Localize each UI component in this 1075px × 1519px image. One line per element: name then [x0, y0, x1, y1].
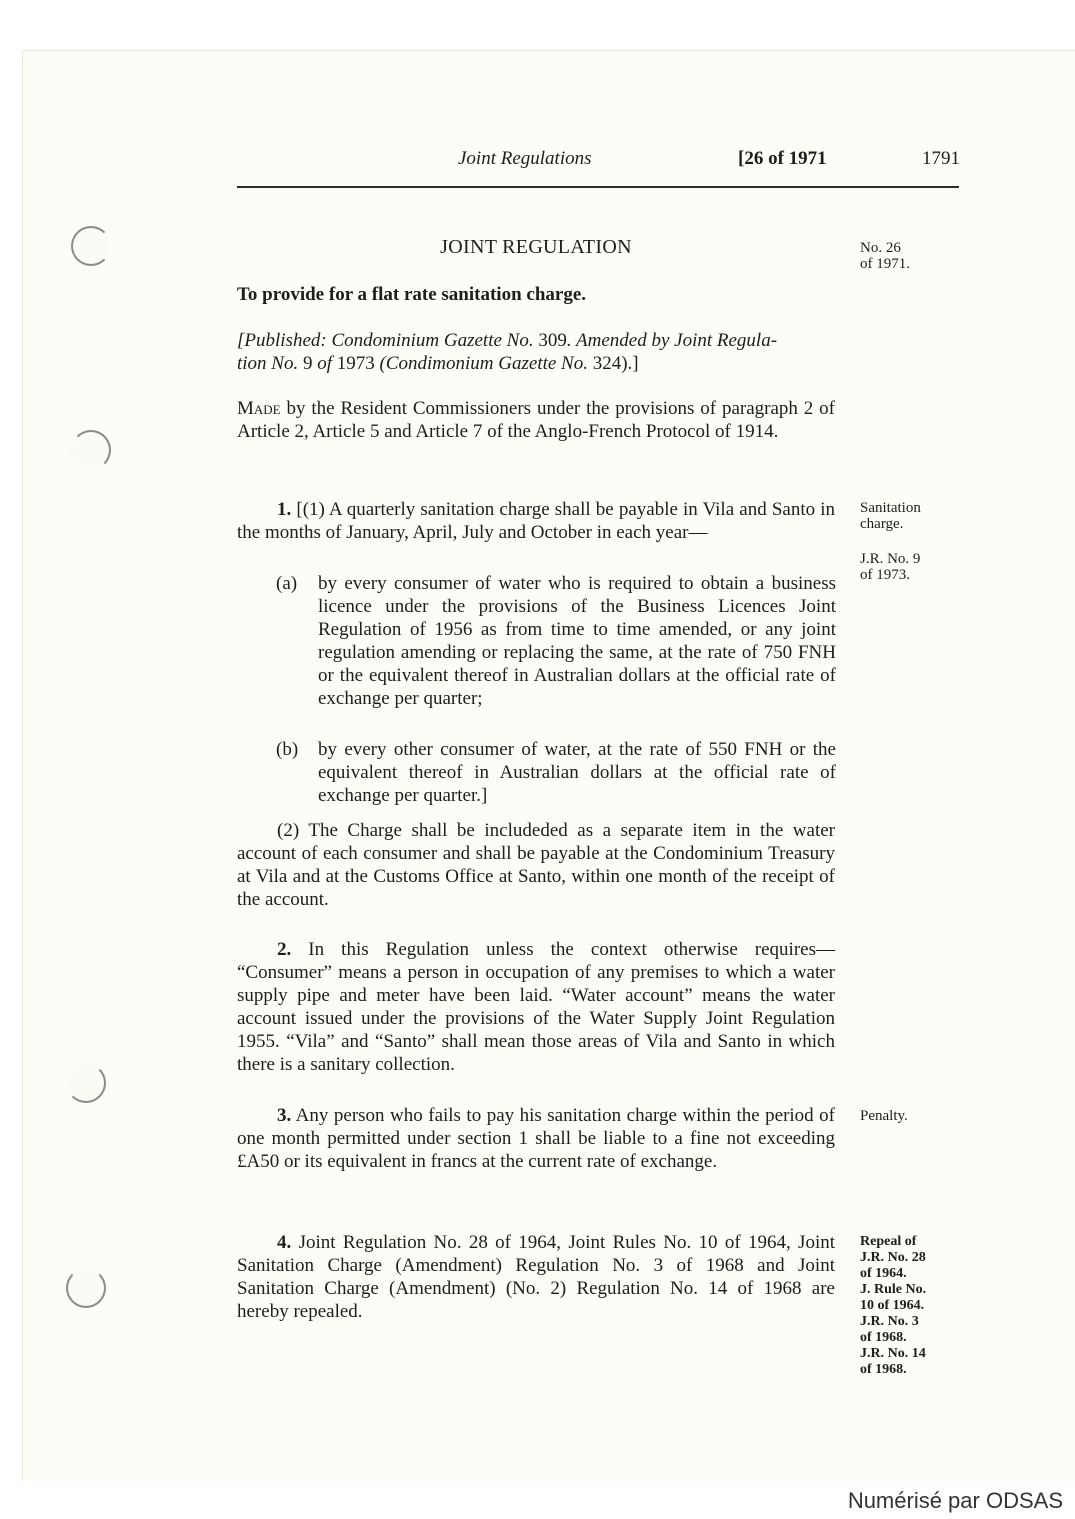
- enacting-clause: Made by the Resident Commissioners under the provisions of paragraph 2 of Article 2, Article 5 and Article 7 of the Anglo-French Protocol of 1914.: [237, 398, 835, 442]
- document-subtitle: To provide for a flat rate sanitation charge.: [237, 284, 587, 305]
- section-4: 4. Joint Regulation No. 28 of 1964, Joint Rules No. 10 of 1964, Joint Sanitation Charge (Amendment) Regulation No. 3 of 1968 and Joint Sanitation Charge (Amendment) (No. 2) Regulation No. 14 of 1968 are hereby repealed.: [237, 1232, 835, 1322]
- punch-hole: [66, 1063, 106, 1103]
- punch-hole: [71, 430, 111, 470]
- section-2: 2. In this Regulation unless the context otherwise requires— “Consumer” means a person in occupation of any premises to which a water supply pipe and meter have been laid. “Water account” means the water account issued under the provisions of the Water Supply Joint Regulation 1955. “Vila” and “Santo” shall mean those areas of Vila and Santo in which there is a sanitary collection.: [237, 939, 835, 1075]
- section-1-subsection-2: (2) The Charge shall be includeded as a separate item in the water account of each consumer and shall be payable at the Condominium Treasury at Vila and at the Customs Office at Santo, within one month of the receipt of the account.: [237, 820, 835, 910]
- section-1-intro: 1. [(1) A quarterly sanitation charge shall be payable in Vila and Santo in the months of January, April, July and October in each year—: [237, 499, 835, 543]
- header-rule: [237, 186, 959, 188]
- punch-hole: [66, 1268, 106, 1308]
- section-1-item-b: (b) by every other consumer of water, at the rate of 550 FNH or the equivalent thereof in Australian dollars at the official rate of exchange per quarter.]: [276, 739, 836, 806]
- section-3: 3. Any person who fails to pay his sanitation charge within the period of one month permitted under section 1 shall be liable to a fine not exceeding £A50 or its equivalent in francs at the current rate of exchange.: [237, 1105, 835, 1172]
- section-1-item-a: (a) by every consumer of water who is required to obtain a business licence under the provisions of the Business Licences Joint Regulation of 1956 as from time to time amended, or any joint regulation amending or replacing the same, at the rate of 750 FNH or the equivalent thereof in Australian dollars at the official rate of exchange per quarter;: [276, 573, 836, 709]
- running-header-title: Joint Regulations: [458, 148, 592, 169]
- running-header-number: [26 of 1971: [738, 148, 827, 169]
- digitization-stamp: Numérisé par ODSAS: [847, 1488, 1063, 1513]
- publication-note: [Published: Condominium Gazette No. 309. Amended by Joint Regula- tion No. 9 of 1973 (Condimonium Gazette No. 324).]: [237, 330, 778, 374]
- margin-note-repeal: Repeal of J.R. No. 28 of 1964. J. Rule No. 10 of 1964. J.R. No. 3 of 1968. J.R. No. 14 of 1968.: [860, 1234, 927, 1377]
- margin-note-number: No. 26 of 1971.: [860, 240, 910, 272]
- margin-note-sanitation: Sanitation charge.: [860, 500, 921, 532]
- page-number: 1791: [922, 148, 960, 169]
- margin-note-penalty: Penalty.: [860, 1108, 908, 1124]
- margin-note-amendment: J.R. No. 9 of 1973.: [860, 551, 921, 583]
- document-title: JOINT REGULATION: [440, 236, 632, 258]
- punch-hole: [71, 226, 111, 266]
